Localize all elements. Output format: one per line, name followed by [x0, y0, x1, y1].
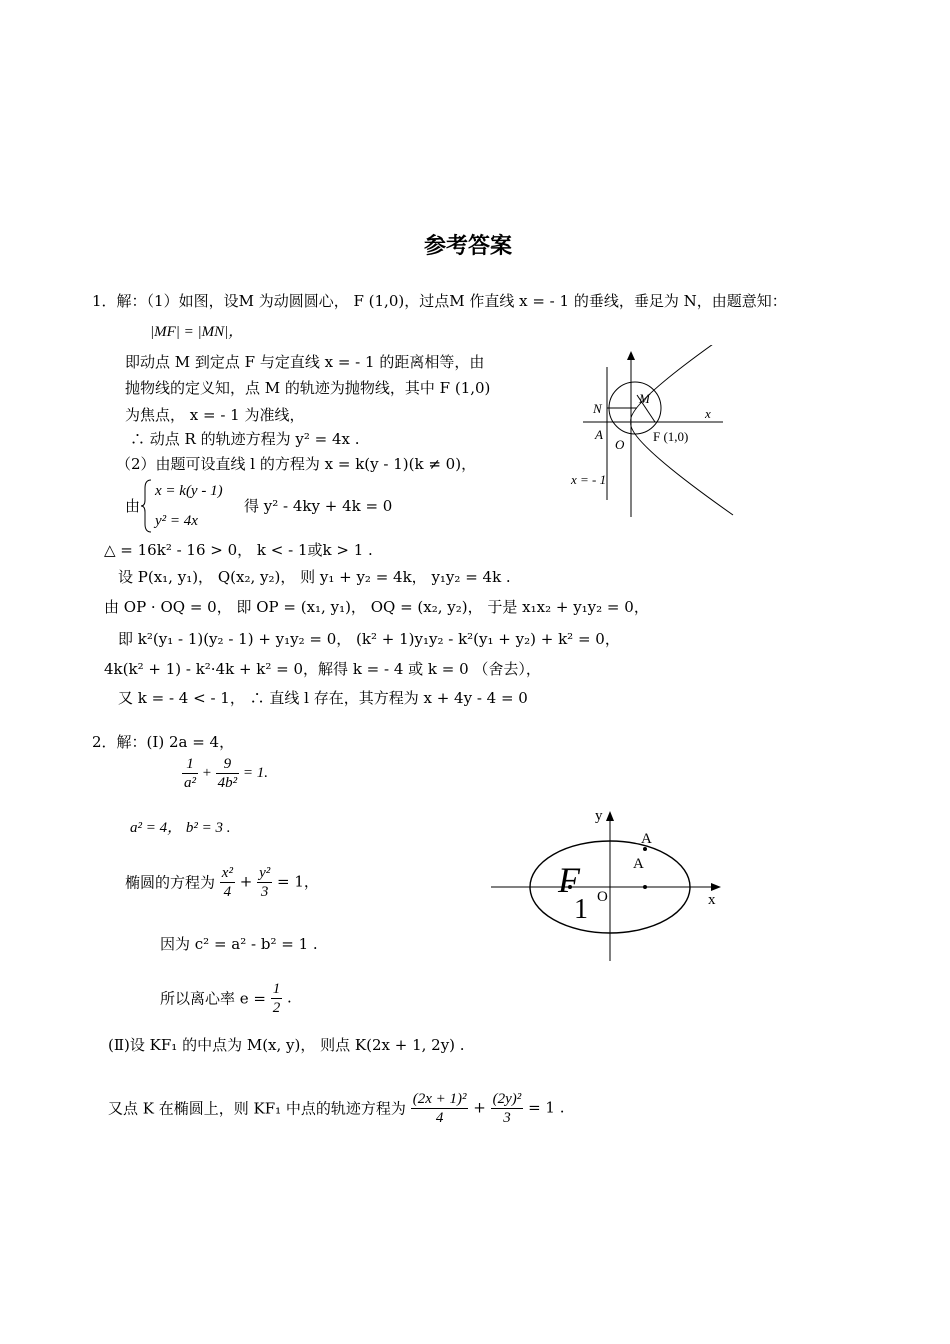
label-M: M — [639, 391, 650, 406]
p2-l8-frac1-den: 4 — [435, 1110, 444, 1126]
label-y: y — [595, 808, 603, 824]
p2-l8-frac1-num: (2x + 1)² — [412, 1091, 467, 1107]
label-A: A — [595, 427, 603, 442]
p1-line-12: 即 k²(y₁ - 1)(y₂ - 1) + y₁y₂ = 0， (k² + 1)y₁y₂ - k²(y₁ + y₂) + k² = 0， — [118, 630, 620, 648]
label-N: N — [593, 401, 602, 416]
p2-l8-tail: = 1 . — [528, 1098, 565, 1117]
p2-l4-frac2-den: 3 — [260, 884, 269, 900]
p2-l8-plus: + — [473, 1098, 486, 1117]
label-A-lower: A — [633, 856, 644, 872]
p2-l4-frac2-num: y² — [259, 865, 271, 881]
p2-eq1-tail: = 1. — [242, 764, 268, 781]
p2-eq1-frac1-num: 1 — [182, 755, 198, 774]
p1-line-9: △ = 16k² - 16 > 0， k < - 1或k > 1 . — [104, 541, 373, 559]
p1-line-14: 又 k = - 4 < - 1， ∴ 直线 l 存在，其方程为 x + 4y - 4 = 0 — [118, 689, 528, 707]
p2-l6-prefix: 所以离心率 e = — [160, 989, 266, 1008]
p2-eq1-frac2-num: 9 — [216, 755, 240, 774]
focus-right — [643, 885, 647, 889]
ellipse-figure — [485, 803, 730, 968]
p2-l4-frac1-num: x² — [221, 865, 233, 881]
p2-l6-frac-den: 2 — [272, 1000, 281, 1016]
p1-line-3: 即动点 M 到定点 F 与定直线 x = - 1 的距离相等，由 — [125, 353, 485, 371]
page-title: 参考答案 — [424, 234, 513, 259]
p2-l4-tail: = 1， — [277, 872, 319, 891]
p2-l6-tail: . — [287, 988, 292, 1007]
p2-l4-frac1-den: 4 — [223, 884, 232, 900]
p2-l4-prefix: 椭圆的方程为 — [125, 873, 216, 892]
system-brace — [141, 478, 153, 534]
label-O: O — [597, 889, 608, 905]
p1-line-10: 设 P(x₁, y₁)， Q(x₂, y₂)， 则 y₁ + y₂ = 4k， y₁y₂ = 4k . — [118, 568, 511, 586]
label-F: F (1,0) — [653, 429, 689, 444]
x-axis-arrow — [711, 883, 721, 891]
p2-line-6 — [160, 980, 292, 1017]
p1-line-11: 由 OP · OQ = 0， 即 OP = (x₁, y₁)， OQ = (x₂, y₂)， 于是 x₁x₂ + y₁y₂ = 0， — [104, 598, 649, 616]
p2-line-5: 因为 c² = a² - b² = 1 . — [160, 935, 318, 953]
label-x: x — [708, 892, 716, 908]
system-result: 得 y² - 4ky + 4k = 0 — [244, 497, 393, 515]
y-axis-arrow — [627, 351, 635, 360]
label-A-upper: A — [641, 831, 652, 847]
p1-line-7: （2）由题可设直线 l 的方程为 x = k(y - 1)(k ≠ 0)， — [116, 455, 477, 473]
system-eq-2: y² = 4x — [155, 513, 198, 529]
p1-line-5: 为焦点， x = - 1 为准线， — [125, 406, 305, 424]
p1-system-label: 由 — [125, 497, 141, 515]
p2-eq1-frac1-den: a² — [184, 775, 196, 791]
label-directrix: x = - 1 — [571, 472, 607, 487]
p2-line-1: 2．解：(Ⅰ) 2a = 4， — [92, 733, 235, 751]
p1-line-2: |MF| = |MN|， — [150, 324, 244, 340]
p1-line-13: 4k(k² + 1) - k²·4k + k² = 0，解得 k = - 4 或 k = 0 （舍去）， — [104, 660, 541, 678]
label-O: O — [615, 437, 625, 452]
p2-line-8 — [108, 1090, 564, 1127]
p2-eq-1 — [182, 755, 268, 792]
p1-line-1: 1．解：（1）如图，设M 为动圆圆心， F (1,0)，过点M 作直线 x = - 1 的垂线，垂足为 N，由题意知： — [92, 292, 787, 310]
system-eq-1: x = k(y - 1) — [155, 483, 223, 499]
p2-l8-prefix: 又点 K 在椭圆上，则 KF₁ 中点的轨迹方程为 — [108, 1099, 406, 1118]
p2-l8-frac2-den: 3 — [503, 1110, 511, 1126]
p1-line-6: ∴ 动点 R 的轨迹方程为 y² = 4x . — [130, 430, 360, 448]
p2-line-4 — [125, 864, 319, 901]
p2-eq1-frac2-den: 4b² — [217, 775, 238, 791]
label-x: x — [705, 406, 711, 421]
parabola-figure — [565, 345, 765, 525]
p2-l4-plus: + — [239, 872, 253, 891]
y-axis-arrow — [606, 811, 614, 821]
p2-line-7: (Ⅱ)设 KF₁ 的中点为 M(x, y)， 则点 K(2x + 1, 2y) . — [108, 1036, 465, 1054]
label-F: F — [558, 860, 580, 900]
label-F-subscript: 1 — [574, 894, 588, 925]
p2-l8-frac2-num: (2y)² — [492, 1091, 522, 1107]
point-A — [643, 847, 647, 851]
p2-l6-frac-num: 1 — [272, 981, 281, 997]
p2-line-3: a² = 4， b² = 3 . — [130, 820, 231, 836]
p1-line-4: 抛物线的定义知，点 M 的轨迹为抛物线，其中 F (1,0) — [125, 379, 491, 397]
p2-eq1-plus: + — [201, 764, 212, 781]
